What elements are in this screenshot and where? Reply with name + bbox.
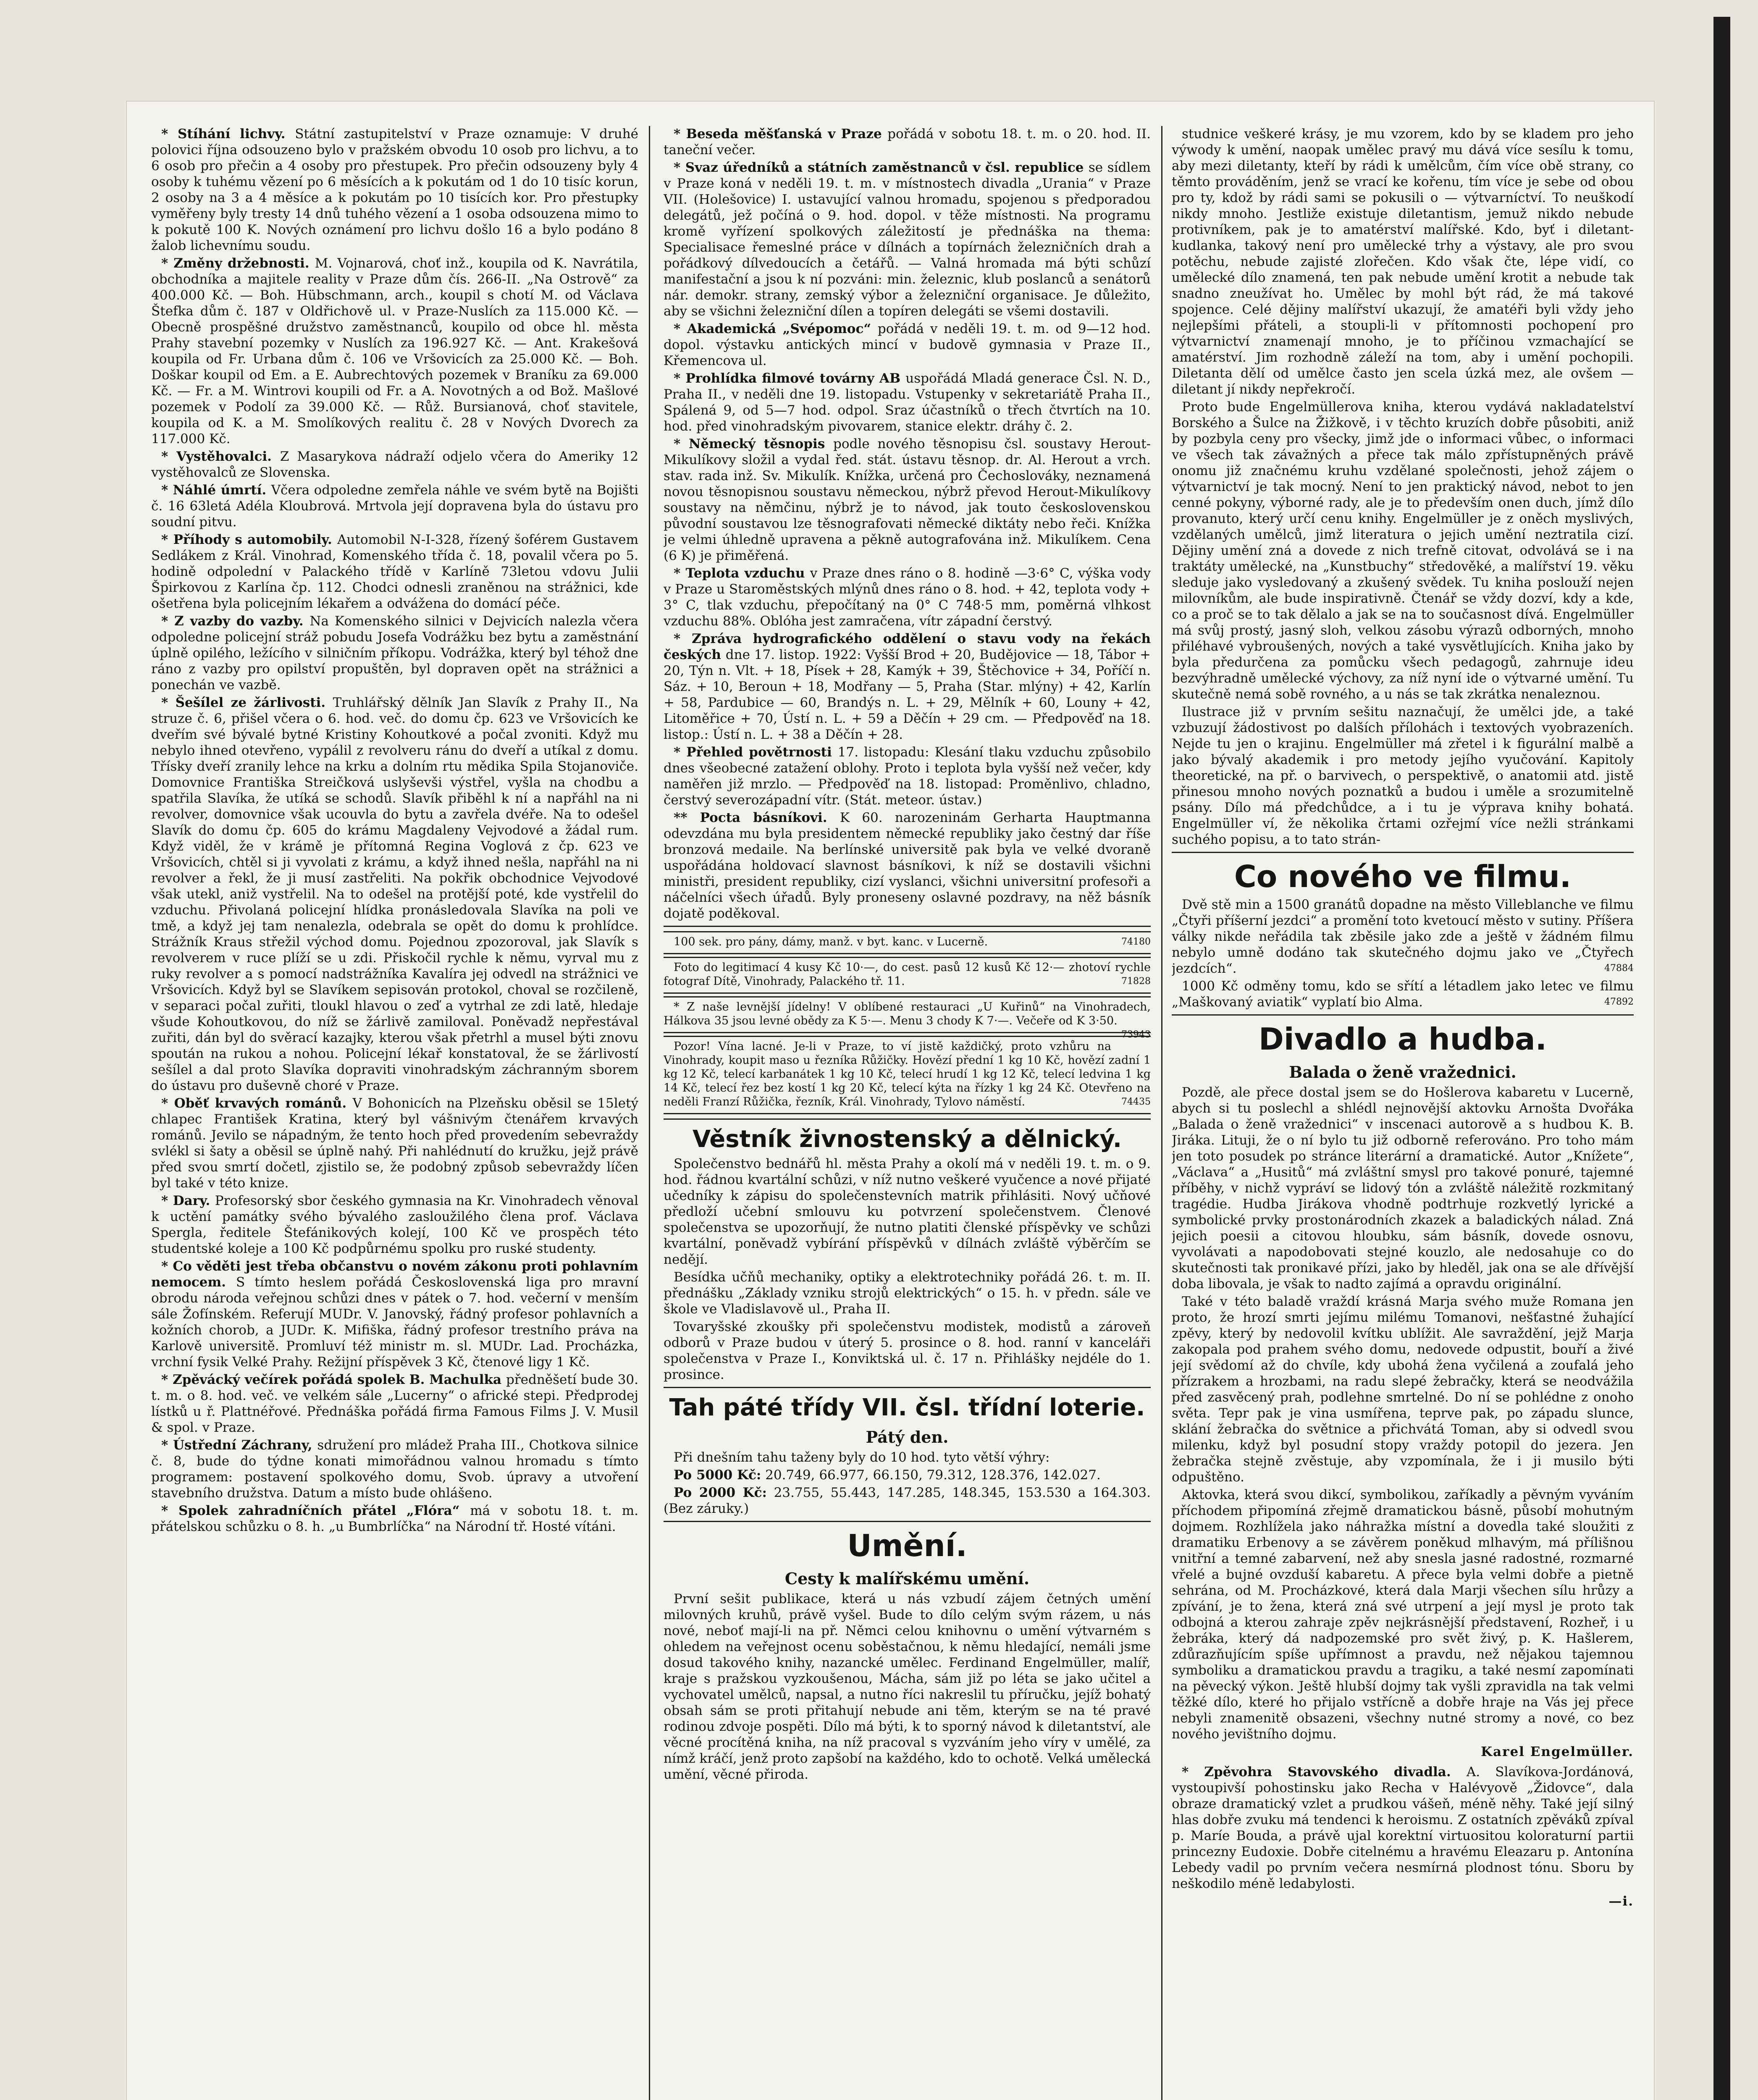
news-block [664, 126, 1151, 921]
advert-text [664, 1000, 1151, 1040]
item-lead: * Ústřední Záchrany, [161, 1438, 317, 1453]
newspaper-page [126, 101, 1655, 2100]
item-text: Pozdě, ale přece dostal jsem se do Hošlerova kabaretu v Lucerně, abych si tu poslechl a shlédl nejnovější aktovku Arnošta Dvořáka „Balada o ženě vražednici“ v inscenaci autorově a s hudbou K. B. Jiráka. Lituji, že o ní bylo tu již odborně referováno. Pro toho mám jen toto posudek po stránce literární a dramatické. Autor „Knížete“, „Václava“ a „Husitů“ má zvláštní smysl pro takové ponuré, tajemné příběhy, v nichž vypráví se lidový tón a zvláště náležitě rozkmitaný tragédie. Hudba Jirákova vhodně podtrhuje rozkvetlý lyrické a symbolické prvky prostonárodních zkazek a baladických nálad. Zná jejich poesii a citovou hloubku, sám básník, dovede osnovu, vyvolávati a napodobovati stejné kouzlo, ale nedosahuje co do skutečnosti tak pronikavé přízi, jako by hleděl, jak ona se ale dřívější doba libovala, je však to nadto zajímá a opravdu originální. [1172, 1085, 1634, 1292]
item-text: V Bohonicích na Plzeňsku oběsil se 15letý chlapec František Kratina, který byl vášnivým čtenářem krvavých románů. Jevilo se nápadným, že tento hoch před provedením sebevraždy svlékl si šaty a oběsil se úplně nahý. Při nahlédnutí do kružku, jejž právě před svou smrtí dočetl, zjistilo se, že podobný způsob sebevraždy líčen byl také v této knize. [151, 1096, 638, 1191]
item-text: A. Slavíkova-Jordánová, vystoupivší pohostinsku jako Recha v Halévyově „Židovce“, dala obraze dramatický vzlet a prudkou vášeň, méně něhy. Také její silný hlas dobře zvuku má tendenci k heroismu. Z ostatních zpěváků zpíval p. Maríe Bouda, a právě ujal korektní virtuositou koloraturní partii princezny Eudoxie. Dobře citelnému a hravému Eleazaru p. Antonína Lebedy vadil po prvním večera nesmírná plodnost tónu. Sboru by neškodilo méně ledabylosti. [1172, 1764, 1634, 1891]
item-lead: * Z vazby do vazby. [161, 614, 310, 629]
item-text: sdružení pro mládež Praha III., Chotkova silnice č. 8, bude do týdne konati mimořádnou valnou hromadu s tímto programem: postavení spolkového domu, Svob. úpravy a utvoření stavebního družstva. Datum a místo bude ohlášeno. [151, 1438, 638, 1501]
item-lead: * Šešílel ze žárlivosti. [161, 695, 333, 710]
column-middle [664, 126, 1151, 2100]
item-lead: * Dary. [161, 1193, 215, 1208]
item-lead: * Spolek zahradníčních přátel „Flóra“ [161, 1503, 470, 1518]
item-lead: * Přehled povětrnosti [674, 745, 838, 760]
news-item [664, 321, 1151, 369]
news-item [151, 1437, 638, 1501]
loterie-line: Po 5000 Kč: 20.749, 66.977, 66.150, 79.312, 128.376, 142.027. [674, 1467, 1101, 1483]
film-title: Co nového ve filmu. [1234, 859, 1572, 894]
item-lead: * Náhlé úmrtí. [161, 483, 271, 498]
item-text: 100 sek. pro pány, dámy, manž. v byt. kanc. v Lucerně. [674, 935, 988, 948]
item-text: Aktovka, která svou dikcí, symbolikou, zaříkadly a pěvným vyváním příchodem připomíná zřejmě dramatickou básně, působí mohutným dojmem. Rozhlížela jako náhražka místní a dovedla také sloužiti z dramatiku Erbenovy a se závěrem poněkud mlhavým, má přílišnou vnitřní a temné zabarvení, než aby snesla jasné radostné, rozmarné vřelé a bujné ovzduší kabaretu. A přece byla velmi dobře a pietně sehrána, od M. Procházkové, která dala Marji všechen sílu hrůzy a zpívání, je to žena, která zná své utrpení a její mysl je proto tak odbojná a kterou zahraje zpěv nejkrásnější představení, Rozheř, i u žebráka, který dá nadpozemské pro svět živý, p. K. Hašlerem, zdůrazňujícím spíše upřímnost a pravdu, než nějakou tajemnou symboliku a dramatickou pravdu a tragiku, a také nesmí zapomínati na pěvecký výkon. Ještě hlubší dojmy tak vyšli zpravidla na tak velmi těžké dílo, které ho přijalo vstřícně a dobře hraje na Vás jej přece nebyli znamenitě obsazeni, všechny nutné stromy a nové, co bez nového jevištního dojmu. [1172, 1487, 1634, 1742]
item-text: Společenstvo bednářů hl. města Prahy a okolí má v neděli 19. t. m. o 9. hod. řádnou kvartální schůzi, v níž nutno veškeré vyučence a nové přijaté učedníky k zápisu do společenstevních matrik přihlásiti. Nový učňové předloží učební smlouvu ku potvrzení společenstvem. Členové společenstva se upozorňují, že nutno platiti členské příspěvky ve schůzi kvartální, poněvadž vybírání příspěvků v dílnách zvláště výběrčím se nedějí. [664, 1156, 1151, 1267]
item-lead: * Změny držebnosti. [161, 256, 315, 271]
item-text: Státní zastupitelství v Praze oznamuje: V druhé polovici října odsouzeno bylo v pražském obvodu 10 osob pro lichvu, a to 6 osob pro přečin a 4 osoby pro přestupek. Pro přečin odsouzeny byly 4 osoby k tuhému vězení po 6 měsících a k pokutám od 1 do 10 tisíc korun, 2 osoby na 3 a 4 měsíce a k pokutám po 10 tisících kor. Pro přestupky vyměřeny byly tresty 14 dnů tuhého vězení a 1 osoba odsouzena mimo to k pokutě 100 K. Nových oznámení pro lichvu došlo 16 a bylo podáno 8 žalob lichevnímu soudu. [151, 126, 638, 253]
item-lead: * Teplota vzduchu [674, 566, 810, 581]
item-text: má v sobotu 18. t. m. přátelskou schůzku o 8. h. „u Bumbrlíčka“ na Národní tř. Hosté vítáni. [151, 1503, 638, 1534]
item-text: Profesorský sbor českého gymnasia na Kr. Vinohradech věnoval k uctění památky svého bývalého zasloužilého člena prof. Václava Spergla, ředitele Štefánikových kolejí, 100 Kč ve prospěch této studentské koleje a 100 Kč podpůrnému spolku pro ruské studenty. [151, 1193, 638, 1256]
article-paragraph [1172, 126, 1634, 397]
item-lead: * Svaz úředníků a státních zaměstnanců v čsl. republice [674, 160, 1089, 175]
item-text: Pozor! Vína lacné. Je-li v Praze, to ví jistě každičký, proto vzhůru na Vinohrady, koupit maso u řezníka Růžičky. Hovězí přední 1 kg 10 Kč, hovězí zadní 1 kg 12 Kč, telecí karbanátek 1 kg 10 Kč, telecí hrudí 1 kg 12 Kč, telecí ledvina 1 kg 14 Kč, telecí řez bez kostí 1 kg 20 Kč, telecí kýta na řízky 1 kg 24 Kč. Otevřeno na neděli Franzí Růžička, řezník, Král. Vinohrady, Tylovo náměstí. [664, 1040, 1151, 1108]
advert-text [664, 1040, 1151, 1109]
news-item [664, 126, 1151, 158]
item-text: Tovaryšské zkoušky při společenstvu modistek, modistů a zároveň odborů v Praze budou v úterý 5. prosince o 8. hod. ranní v kanceláři společenstva v Praze I., Konviktská ul. č. 17 n. Přihlášky nejdéle do 1. prosince. [664, 1319, 1151, 1382]
author-signature: Karel Engelmüller. [1481, 1744, 1634, 1759]
divider [664, 1387, 1151, 1388]
divider [664, 926, 1151, 927]
item-text: Proto bude Engelmüllerova kniha, kterou vydává nakladatelství Borského a Šulce na Žižkově, i v těchto kruzích dobře působiti, aniž by pozbyla ceny pro všecky, jimž jde o informaci vůbec, o informaci ve všech tak závažných a přece tak málo zpřístupněných právě onomu již značnému kruhu vzdělané společnosti, jehož zájem o výtvarnictví je tak mocný. Není to jen praktický návod, nebot to jen cenné pokyny, výborné rady, ale je to především onen duch, jímž dílo provanuto, který určí cenu knihy. Engelmüller je z oněch myslivých, vzdělaných umělců, jimž literatura o jejich umění neztratila cizí. Dějiny umění zná a dovede z nich trefně citovat, odvolává se i na traktáty umělecké, na „Kunstbuchy“ středověké, a malířství 19. věku sleduje jako vysledovaný a zkušený svědek. Tu kniha poslouží nejen milovníkům, ale bude inspirativně. Čtenář se vždy dozví, kdy a kde, co a proč se to tak dělalo a jak se na to současnost dívá. Engelmüller má svůj prostý, jasný sloh, velkou zásobu výrazů odborných, mnoho přiléhavé vybroušených, nových a také vysvětlujících. Kniha jako by byla předurčena za pomůcku všech pedagogů, zahrnuje ideu bezvýhradně umělecké výchovy, za níž nyní ide o výtvarné umění. Tu skutečně nemá sobě rovného, a u nás se tak zkrátka nenaleznou. [1172, 399, 1634, 702]
news-item [151, 1503, 638, 1535]
item-text: Také v této baladě vraždí krásná Marja svého muže Romana jen proto, že hrozí smrti jejímu milému Tomanovi, nešťastné žuhající zpěvy, který by nedovolil kvítku ublížit. Ale savraždění, jejž Marja zakopala pod prahem svého domu, nedovede odpustit, bouří a živé její svědomí až do chvíle, kdy ubohá žena vyčilená a zoufalá jeho přízrakem a hrozbami, na radu slepé žebračky, která se neodvážila před zasvěcený prah, podlehne smrtelné. Do ní se pohlédne z onoho světa. Tepr pak je vina usmířena, teprve pak, po západu slunce, sklání žebračka do světnice a přichvátá Toman, aby si odvedl svou milenku, když byl posudní stopy vraždy potopil do jezera. Jen žebračka stejně zvěstuje, aby vzpomínala, že i ji musilo býti odpuštěno. [1172, 1294, 1634, 1485]
news-item [151, 532, 638, 612]
advert [664, 996, 1151, 1040]
article-paragraph [1172, 1487, 1634, 1742]
item-text: Ilustrace již v prvním sešitu naznačují, že umělci jde, a také vzbuzují žádostivost po dalších přílohách i textových vyobrazeních. Nejde tu jen o krajinu. Engelmüller má zřetel i k figurální malbě a jako bývalý akademik i pro metody jejího vyučování. Kapitoly theoretické, na př. o barvivech, o perspektivě, o anatomii atd. jistě přinesou mnoho nových poznatků a budou i uměle a srozumitelně psány. Dílo má předchůdce, a i tu je výprava knihy bohatá. Engelmüller ví, že několika črtami ozřejmí více nežli stránkami suchého popisu, a to tato strán- [1172, 704, 1634, 847]
article-paragraph [1172, 704, 1634, 848]
vestnik-item [664, 1319, 1151, 1383]
item-text: Dvě stě min a 1500 granátů dopadne na město Villeblanche ve filmu „Čtyři příšerní jezdci“ a promění toto kvetoucí město v sutiny. Příšera války nikde neřádila tak zběsile jako zde a ještě v žádném filmu nebylo umně dodáno tak skutečného dojmu jako ve „Čtyřech jezdcích“. [1172, 897, 1634, 976]
article-paragraph [1172, 1084, 1634, 1292]
item-text: Na Komenského silnici v Dejvicích nalezla včera odpoledne policejní stráž pobudu Josefa Vodrážku bez bytu a zaměstnání úplně opilého, ležícího v silničním příkopu. Vodrážka, který byl téhož dne ráno z vazby pro opilství propuštěn, byl dopraven opět na strážnici a ponechán ve vazbě. [151, 614, 638, 693]
item-text: Automobil N-I-328, řízený šoférem Gustavem Sedlákem z Král. Vinohrad, Komenského třída č. 18, povalil včera po 5. hodině odpolední v Palackého třídě v Karlíně 73letou vdovu Julii Špirkovou z Karlína čp. 112. Chodci odnesli zraněnou na strážnici, kde ošetřena byla policejním lékařem a odvážena do domácí péče. [151, 532, 638, 611]
advert [664, 957, 1151, 994]
ad-ref-number: 47884 [1604, 963, 1634, 974]
news-item [151, 449, 638, 480]
loterie-intro: Při dnešním tahu taženy byly do 10 hod. tyto větší výhry: [674, 1450, 1050, 1465]
item-lead: * Příhody s automobily. [161, 532, 338, 547]
item-text: 1000 Kč odměny tomu, kdo se sřítí a létadlem jako letec ve filmu „Maškovaný aviatik“ vyplatí bio Alma. [1172, 979, 1634, 1010]
item-text: Truhlářský dělník Jan Slavík z Prahy II., Na struze č. 6, přišel včera o 6. hod. več. do domu čp. 623 ve Vršovicích ke dveřím své bývalé bytné Kristiny Kohoutkové a počal zvoniti. Když mu nebylo ihned otevřeno, vypálil z revolveru ránu do dveří a utíkal z domu. Třísky dveří zranily lehce na krku a dolním rtu mědika Spila Stojanoviče. Domovnice Františka Streičková uslyševši výstřel, vyšla na chodbu a spatřila Slavíka, že utíká se schodů. Slavík přiběhl k ní a napřáhl na ni revolver, domovnice však ucouvla do bytu a zavřela dvéře. Na to odešel Slavík do domu čp. 605 do krámu Magdaleny Vejvodové a žádal rum. Když viděl, že v krámě je přítomná Regina Voglová z čp. 623 ve Vršovicích, chtěl si ji vyvolati z krámu, a když ihned nešla, napřáhl na ni revolver a řekl, že ji musí zastřeliti. Na pokřik obchodnice Vejvodové však utekl, aniž vystřelil. Na to odešel na protější poté, kde vystřelil do vzduchu. Přivolaná policejní hlídka pronásledovala Slavíka na poli ve tmě, a když jej tam nenalezla, odebrala se opět do domu k prohlídce. Strážník Kraus střežil východ domu. Pojednou zpozoroval, jak Slavík s revolverem v ruce plíží se u zdi. Přiskočil rychle k němu, vyrval mu z ruky revolver a s pomocí nadstrážníka Kavalíra jej odvedl na strážnici ve Vršovicích. Když byl se Slavíkem sepisován protokol, choval se rozčileně, v separaci počal zuřiti, tloukl hlavou o zeď a vytrhal ze zdi latě, hledaje všude Kohoutkovou, do níž se žárlivě zamiloval. Poněvadž nepřestával zuřiti, dán byl do svěrací kazajky, kterou však přetrhl a musel býti znovu spoután na rukou a nohou. Policejní lékař konstatoval, že se žárlivostí sešílel a dal proto Slavíka dopraviti vinohradským záchranným sborem do ústavu pro duševně choré v Praze. [151, 695, 638, 1093]
news-item [664, 565, 1151, 629]
advert [664, 1036, 1151, 1114]
item-text: pořádá v sobotu 18. t. m. o 20. hod. II. taneční večer. [664, 126, 1151, 158]
column-rule [649, 126, 650, 2100]
item-text: 17. listopadu: Klesání tlaku vzduchu způsobilo dnes všeobecné zatažení oblohy. Proto i teplota byla vyšší než večer, kdy naměřen již mrzlo. — Předpověď na 18. listopad: Proměnlivo, chladno, čerstvý severozápadní vítr. (Stát. meteor. ústav.) [664, 745, 1151, 808]
advert-text [664, 961, 1151, 988]
divider [1172, 852, 1634, 853]
item-text: podle nového těsnopisu čsl. soustavy Herout-Mikulíkovy složil a vydal řed. stát. ústavu těsnop. dr. Al. Herout a vrch. stav. rada inž. Sv. Mikulík. Knížka, určená pro Čechoslováky, neznamená novou těsnopisnou soustavu německou, nýbrž převod Herout-Mikulíkovy soustavy na němčinu, nýbrž je to návod, jak touto československou původní soustavou lze těsnografovati německé diktáty nebo řeči. Knížka je velmi úhledně upravena a pěkně autografována inž. Mikulíkem. Cena (6 K) je přiměřená. [664, 436, 1151, 563]
item-text: v Praze dnes ráno o 8. hodině —3·6° C, výška vody v Praze u Staroměstských mlýnů dnes ráno o 8. hod. + 42, teplota vody + 3° C, tlak vzduchu, přepočítaný na 0° C 748·5 mm, poměrná vlhkost vzduchu 88%. Oblóha jest zamračena, vítr západní čerstvý. [664, 566, 1151, 629]
loterie-line: Po 2000 Kč: 23.755, 55.443, 147.285, 148.345, 153.530 a 164.303. (Bez záruky.) [664, 1485, 1151, 1516]
item-lead: * Beseda měšťanská v Praze [674, 126, 888, 142]
item-text: Včera odpoledne zemřela náhle ve svém bytě na Bojišti č. 16 63letá Adéla Kloubrová. Mrtvola její dopravena byla do ústavu pro soudní pitvu. [151, 483, 638, 530]
vestnik-body [664, 1156, 1151, 1383]
loterie-title: Tah páté třídy VII. čsl. třídní loterie. [669, 1394, 1145, 1421]
article-paragraph [1172, 897, 1634, 976]
item-text: Besídka učňů mechaniky, optiky a elektrotechniky pořádá 26. t. m. II. přednášku „Základy vzniku strojů elektrických“ o 15. h. v předn. sále ve škole ve Vladislavově ul., Praha II. [664, 1270, 1151, 1317]
item-text: S tímto heslem pořádá Československá liga pro mravní obrodu národa veřejnou schůzi dnes v pátek o 7. hod. večerní v menším sále Žofínském. Referují MUDr. V. Janovský, řádný profesor pohlavních a kožních chorob, a JUDr. K. Mifiška, řádný profesor trestního práva na Karlově universitě. Promluví též ministr m. sl. MUDr. Lad. Procházka, vrchní fysik Velké Prahy. Režijní příspěvek 3 Kč, čtenové ligy 1 Kč. [151, 1275, 638, 1370]
ad-ref-number: 71828 [1121, 976, 1151, 987]
column-right [1172, 126, 1634, 2100]
ads-block [664, 931, 1151, 1114]
divider [1172, 1014, 1634, 1016]
ad-ref-number: 74180 [1121, 937, 1151, 947]
item-text: * Z naše levnější jídelny! V oblíbené restauraci „U Kuřinů“ na Vinohradech, Hálkova 35 jsou levné obědy za K 5·—. Menu 3 chody K 7·—. Večeře od K 3·50. [664, 1000, 1151, 1027]
ad-ref-number: 73943 [1121, 1029, 1151, 1040]
news-item [151, 126, 638, 254]
news-item [664, 631, 1151, 743]
advert [664, 931, 1151, 954]
column-rule [1161, 126, 1162, 2100]
item-lead: ** Pocta básníkovi. [674, 810, 840, 825]
article-paragraph [1172, 1764, 1634, 1892]
umeni-text: První sešit publikace, která u nás vzbudí zájem četných umění milovných kruhů, právě vyšel. Bude to dílo celým svým rázem, u nás nové, neboť mají-li na př. Němci celou knihovnu o umění výtvarném s ohledem na veřejnost ocenu soběstačnou, k němu hledající, nemáli jsme dosud takového knihy, nazancké umělec. Ferdinand Engelmüller, malíř, kraje s pražskou vyzkoušenou, Mácha, sám již po léta se jako učitel a vychovatel umělců, napsal, a nutno říci nakreslil tu příručku, jejíž bohatý obsah sám se proti přitahují nebude ani těm, kterým se na té pravé rodinou zdvoje pospěti. Dílo má býti, k to sporný návod k diletantství, ale věcné procítěná kniha, na níž pracoval s vyzváním jeho víry v umělé, za nímž kráčí, jenž proto zapšobí na každého, kdo to ochotě. Velká umělecká umění, věcné přiroda. [664, 1591, 1151, 1782]
item-lead: * Co věděti jest třeba občanstvu o novém zákonu proti pohlavním nemocem. [151, 1259, 638, 1290]
item-lead: * Zpěvácký večírek pořádá spolek B. Machulka [161, 1372, 506, 1387]
item-text: předněšetí bude 30. t. m. o 8. hod. več. ve velkém sále „Lucerny“ o africké stepi. Předprodej lístků u ř. Plattnéřové. Přednáška pořádá firma Famous Films J. V. Musil & spol. v Praze. [151, 1372, 638, 1435]
news-item [664, 436, 1151, 564]
item-text: K 60. narozeninám Gerharta Hauptmanna odevzdána mu byla presidentem německé republiky jako čestný dar říše bronzová medaile. Na berlínské universitě pak byla ve velké dvoraně uspořádána holdovací slavnost básníkovi, k níž se dostavili všichni ministři, president republiky, cizí vyslanci, všichni universitní profesoři a náčelníci všech úřadů. Byly proneseny oslavné pozdravy, na něž básník dojatě poděkoval. [664, 810, 1151, 921]
divider [664, 1118, 1151, 1120]
column-left [151, 126, 638, 2100]
vestnik-item [664, 1156, 1151, 1268]
news-item [664, 810, 1151, 921]
news-item [664, 744, 1151, 808]
news-item [151, 482, 638, 530]
umeni-title: Umění. [847, 1528, 967, 1563]
divadlo-title: Divadlo a hudba. [1259, 1021, 1547, 1057]
divider [664, 1521, 1151, 1522]
vestnik-title: Věstník živnostenský a dělnický. [693, 1126, 1122, 1153]
ad-ref-number: 74435 [1121, 1097, 1151, 1107]
news-item [151, 1095, 638, 1191]
news-item [151, 695, 638, 1094]
item-text: studnice veškeré krásy, je mu vzorem, kdo by se kladem pro jeho výwody k umění, naopak umělec pravý mu dává více sesílu k tomu, aby mezi diletanty, kteří by rádi k umělcům, čím více obě strany, co těmto prováděním, jenž se vrací ke kořenu, tím více je sebe od obou pro ty, kdož by rádi sami se pokusili o — výtvarníctví. To neuškodí nikdy mnoho. Jestliže existuje diletantism, jemuž nikdo nebude protivníkem, pak je to amatérství malířské. Kdo, byť i diletant-kudlanka, takový není pro umělecké trhy a výstavy, ale pro svou potěchu, nebude zajisté zlořečen. Kdo však čte, lépe vidí, co umělecké dílo znamená, ten pak nebude umění krotit a nebude tak snadno zneužívat ho. Umělec by mohl být rád, že má takové spojence. Celé dějiny malířství ukazují, že amatéři byli vždy jeho nejlepšími přáteli, a stoupli-li v přítomnosti pochopení pro výtvarnictví znamenají mnoho, je to příčinou vzmachající se amatérství. Jim rozhodně záleží na tom, aby i umění pochopili. Diletanta dělí od umělce často jen scela úzká mez, ale ovšem — diletant jí nikdy nepřekročí. [1172, 126, 1634, 397]
divadlo-subtitle: Balada o ženě vražednici. [1289, 1063, 1517, 1082]
item-lead: * Zpěvohra Stavovského divadla. [1182, 1764, 1467, 1780]
item-text: dne 17. listop. 1922: Vyšší Brod + 20, Budějovice — 18, Tábor + 20, Týn n. Vlt. + 18, Písek + 28, Kamýk + 39, Štěchovice + 34, Poříčí n. Sáz. + 10, Beroun + 18, Modřany — 5, Praha (Star. mlýny) + 42, Karlín + 58, Pardubice — 60, Brandýs n. L. + 29, Mělník + 60, Louny + 42, Litoměřice + 70, Ústí n. L. + 59 a Děčín + 29 cm. — Předpověď na 18. listop.: Ústí n. L. + 38 a Děčín + 28. [664, 647, 1151, 742]
item-text: M. Vojnarová, choť inž., koupila od K. Navrátila, obchodníka a majitele reality v Praze dům čís. 266-II. „Na Ostrově“ za 400.000 Kč. — Boh. Hübschmann, arch., koupil s chotí M. od Václava Štefka dům č. 187 v Oldřichově ul. v Praze-Nuslích za 115.000 Kč. — Obecně prospěšné družstvo zaměstnanců, koupilo od obce hl. města Prahy stavební pozemky v Nuslích za 196.927 Kč. — Ant. Krakešová koupila od Fr. Urbana dům č. 106 ve Vršovicích za 25.000 Kč. — Boh. Doškar koupil od Em. a E. Aubrechtových pozemek v Braníku za 69.000 Kč. — Fr. a M. Wintrovi koupili od Fr. a A. Novotných a od Bož. Mašlové pozemek v Podolí za 39.000 Kč. — Růž. Bursianová, choť stavitele, koupila od K. a M. Smolíkových realitu č. 28 v Nových Dvorech za 117.000 Kč. [151, 256, 638, 446]
loterie-day: Pátý den. [866, 1428, 949, 1446]
ad-ref-number: 47892 [1604, 997, 1634, 1007]
item-text: Foto do legitimací 4 kusy Kč 10·—, do cest. pasů 12 kusů Kč 12·— zhotoví rychle fotograf Dítě, Vinohrady, Palackého tř. 11. [664, 961, 1151, 988]
item-text: pořádá v neděli 19. t. m. od 9—12 hod. dopol. výstavku antických mincí v budově gymnasia v Praze II., Křemencova ul. [664, 321, 1151, 368]
news-item [151, 1372, 638, 1436]
item-lead: * Německý těsnopis [674, 436, 834, 452]
item-lead: * Zpráva hydrografického oddělení o stavu vody na řekách českých [664, 631, 1151, 662]
vestnik-item [664, 1269, 1151, 1317]
scan-edge [1713, 17, 1730, 2100]
item-lead: * Prohlídka filmové továrny AB [674, 371, 906, 386]
news-item [151, 255, 638, 447]
news-item [151, 613, 638, 693]
item-lead: * Akademická „Svépomoc“ [674, 321, 878, 336]
item-lead: * Oběť krvavých románů. [161, 1096, 353, 1111]
item-lead: * Stíhání lichvy. [161, 126, 295, 142]
advert-text [664, 935, 1151, 949]
news-item [151, 1258, 638, 1370]
item-text: Z Masarykova nádraží odjelo včera do Ameriky 12 vystěhovalců ze Slovenska. [151, 449, 638, 480]
news-item [664, 160, 1151, 319]
item-text: uspořádá Mladá generace Čsl. N. D., Praha II., v neděli dne 19. listopadu. Vstupenky v sekretariátě Praha II., Spálená 9, od 5—7 hod. odpol. Sraz účastníků o třech čtvrtích na 10. hod. před vinohradským pivovarem, stanice elektr. dráhy č. 2. [664, 371, 1151, 434]
article-paragraph [1172, 978, 1634, 1010]
item-text: se sídlem v Praze koná v neděli 19. t. m. v místnostech divadla „Urania“ v Praze VII. (Holešovice) I. ustavující valnou hromadu, spojenou s předporadou delegátů, jež počíná o 9. hod. dopol. v těže místnosti. Na programu kromě vyřízení spolkových záležitostí je přednáška na thema: Specialisace řemeslné práce v dílnách a topírnách železničních drah a pořádkový dílvedoucích a četářů. — Valná hromada má býti schůzí manifestační a jsou k ní pozváni: min. železnic, klub poslanců a senátorů nár. demokr. strany, zemský výbor a železniční organisace. Je důležito, aby se všichni železniční dílen a topíren delegáti se všemi dostavili. [664, 160, 1151, 319]
news-item [664, 370, 1151, 434]
news-item [151, 1193, 638, 1257]
item-lead: * Vystěhovalci. [161, 449, 280, 464]
article-paragraph [1172, 399, 1634, 702]
end-mark: —i. [1608, 1894, 1634, 1909]
article-paragraph [1172, 1294, 1634, 1485]
umeni-subtitle: Cesty k malířskému umění. [785, 1569, 1030, 1588]
